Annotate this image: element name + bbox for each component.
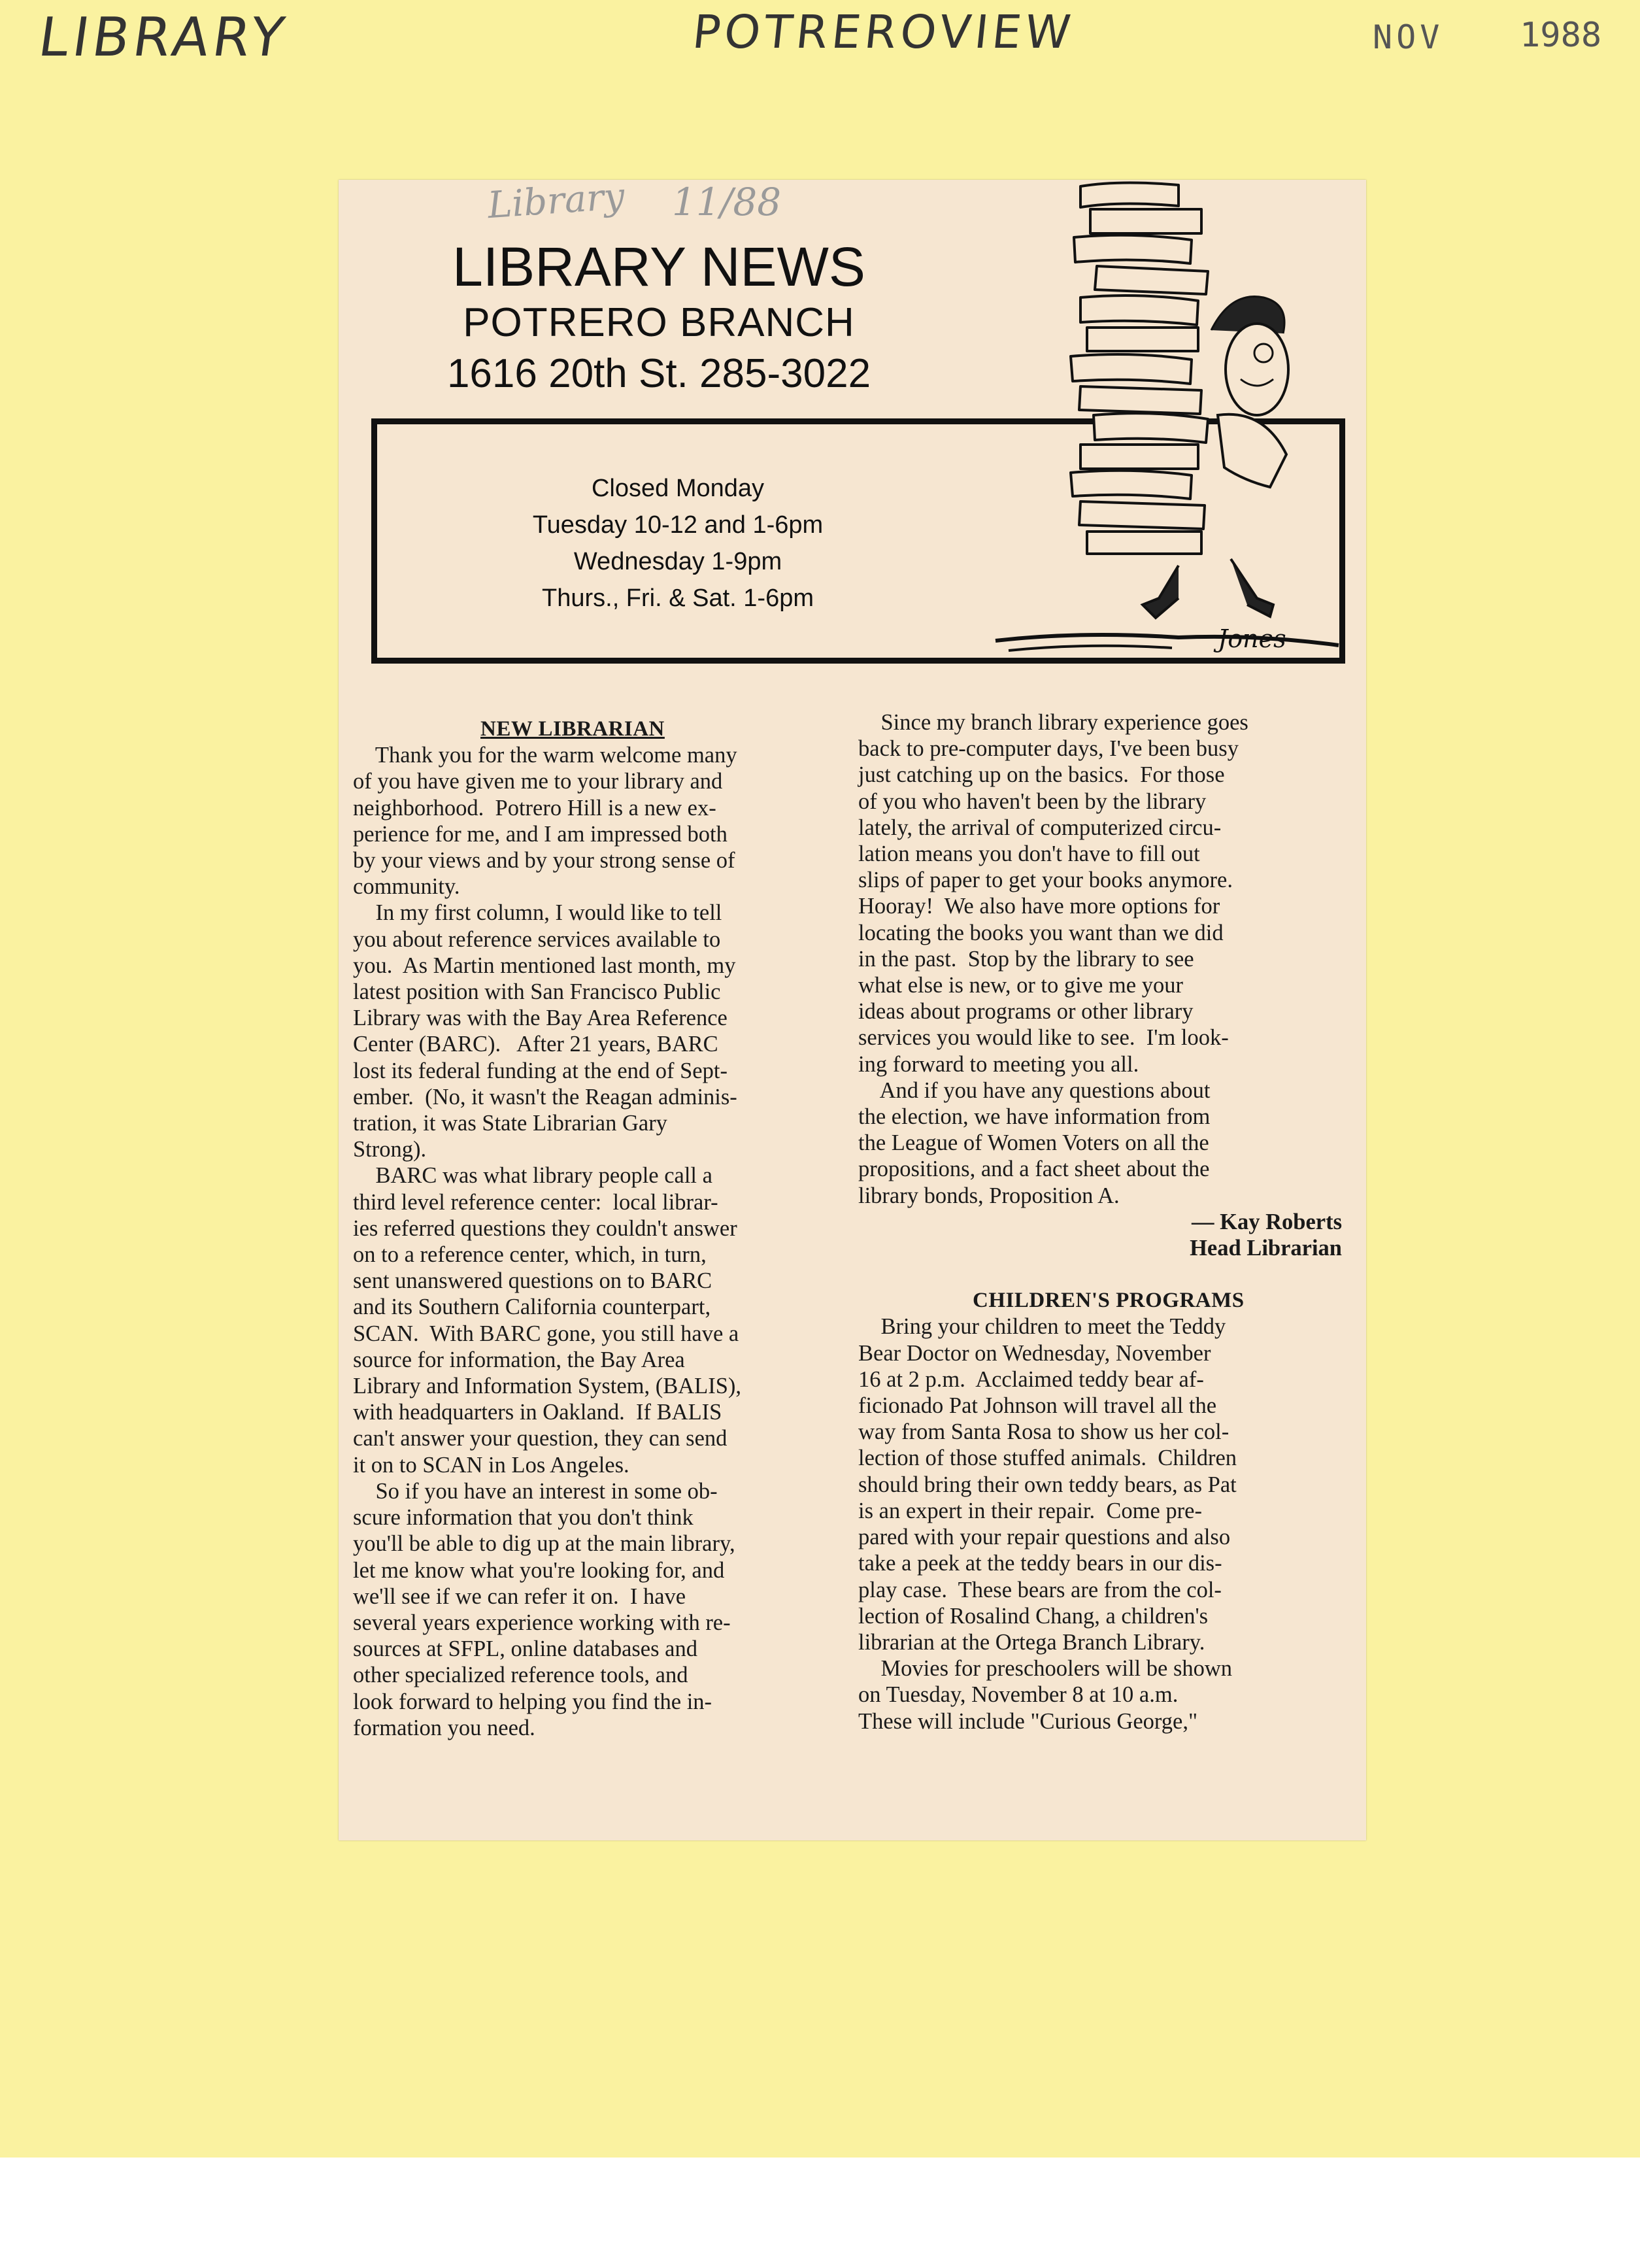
text-line: source for information, the Bay Area [353, 1347, 685, 1372]
text-line: should bring their own teddy bears, as Pat [858, 1472, 1237, 1497]
text-line: on Tuesday, November 8 at 10 a.m. [858, 1682, 1179, 1708]
masthead-branch: POTRERO BRANCH [463, 300, 855, 345]
text-line: librarian at the Ortega Branch Library. [858, 1629, 1205, 1655]
text-line: with headquarters in Oakland. If BALIS [353, 1400, 722, 1425]
hours-line: Wednesday 1-9pm [573, 548, 782, 575]
text-line: by your views and by your strong sense of [353, 848, 735, 873]
text-line: of you have given me to your library and [353, 769, 723, 794]
text-line: SCAN. With BARC gone, you still have a [353, 1321, 739, 1346]
signature-name: — Kay Roberts [1192, 1209, 1342, 1234]
text-line: take a peek at the teddy bears in our dis- [858, 1551, 1222, 1576]
stamp-month: NOV [1373, 18, 1444, 56]
text-line: other specialized reference tools, and [353, 1663, 688, 1688]
text-line: Since my branch library experience goes [858, 710, 1248, 735]
text-line: what else is new, or to give me your [858, 973, 1183, 998]
text-line: let me know what you're looking for, and [353, 1557, 725, 1583]
masthead-title: LIBRARY NEWS [452, 236, 865, 297]
left-column [353, 716, 837, 1741]
text-line: lation means you don't have to fill out [858, 841, 1200, 867]
text-line: Strong). [353, 1137, 427, 1162]
text-line: latest position with San Francisco Public [353, 979, 721, 1005]
text-line: scure information that you don't think [353, 1505, 694, 1531]
text-line: lection of those stuffed animals. Children [858, 1446, 1237, 1471]
text-line: formation you need. [353, 1715, 535, 1740]
text-line: several years experience working with re- [353, 1610, 731, 1635]
hours-line: Closed Monday [591, 475, 765, 502]
text-line: you about reference services available to [353, 926, 721, 952]
text-line: you. As Martin mentioned last month, my [353, 953, 736, 978]
text-line: back to pre-computer days, I've been busy [858, 736, 1239, 762]
text-line: lost its federal funding at the end of Sept- [353, 1058, 728, 1083]
text-line: is an expert in their repair. Come pre- [858, 1498, 1202, 1523]
handwritten-publication-label: POTREROVIEW [690, 5, 1077, 59]
text-line: And if you have any questions about [858, 1077, 1211, 1103]
text-line: services you would like to see. I'm look- [858, 1025, 1229, 1051]
text-line: ember. (No, it wasn't the Reagan adminis- [353, 1084, 737, 1109]
text-line: perience for me, and I am impressed both [353, 821, 728, 847]
text-line: slips of paper to get your books anymore. [858, 868, 1233, 893]
text-line: community. [353, 874, 460, 900]
text-line: in the past. Stop by the library to see [858, 946, 1194, 972]
hours-list [377, 470, 979, 617]
hours-line: Thurs., Fri. & Sat. 1-6pm [542, 584, 814, 612]
text-line: Movies for preschoolers will be shown [858, 1656, 1233, 1682]
text-line: ies referred questions they couldn't answer [353, 1215, 737, 1241]
text-line: you'll be able to dig up at the main library, [353, 1531, 735, 1557]
text-line: sent unanswered questions on to BARC [353, 1268, 712, 1294]
hours-line: Tuesday 10-12 and 1-6pm [532, 511, 824, 539]
text-line: propositions, and a fact sheet about the [858, 1157, 1210, 1182]
text-line: These will include "Curious George," [858, 1708, 1198, 1734]
text-line: ideas about programs or other library [858, 999, 1194, 1024]
handwritten-library-label: LIBRARY [35, 7, 292, 69]
text-line: can't answer your question, they can send [353, 1426, 728, 1451]
pencil-note: Library [486, 175, 626, 228]
text-line: the League of Women Voters on all the [858, 1130, 1209, 1156]
text-line: Center (BARC). After 21 years, BARC [353, 1032, 718, 1057]
text-line: 16 at 2 p.m. Acclaimed teddy bear af- [858, 1366, 1204, 1392]
heading-new-librarian: NEW LIBRARIAN [480, 717, 665, 741]
text-line: Bear Doctor on Wednesday, November [858, 1340, 1211, 1366]
text-line: lately, the arrival of computerized circu- [858, 815, 1222, 840]
stamp-year: 1988 [1520, 16, 1602, 55]
left-column-body [353, 742, 837, 1741]
text-line: ficionado Pat Johnson will travel all the [858, 1393, 1217, 1419]
pencil-date: 11/88 [672, 180, 782, 224]
text-line: play case. These bears are from the col- [858, 1577, 1222, 1602]
text-line: neighborhood. Potrero Hill is a new ex- [353, 795, 716, 821]
text-line: on to a reference center, which, in turn, [353, 1242, 707, 1268]
heading-childrens-programs: CHILDREN'S PROGRAMS [973, 1289, 1245, 1313]
text-line: and its Southern California counterpart, [353, 1295, 711, 1320]
book-stack-cartoon [982, 180, 1355, 677]
right-column-body-top [858, 709, 1355, 1209]
text-line: it on to SCAN in Los Angeles. [353, 1452, 629, 1478]
text-line: third level reference center: local librar- [353, 1189, 718, 1215]
text-line: ing forward to meeting you all. [858, 1051, 1139, 1077]
text-line: sources at SFPL, online databases and [353, 1636, 697, 1662]
masthead-address: 1616 20th St. 285-3022 [446, 351, 871, 396]
text-line: tration, it was State Librarian Gary [353, 1111, 667, 1136]
right-column [858, 709, 1355, 1735]
newspaper-clipping [339, 175, 1366, 1840]
text-line: Hooray! We also have more options for [858, 894, 1220, 919]
text-line: Library was with the Bay Area Reference [353, 1006, 728, 1031]
text-line: BARC was what library people call a [353, 1163, 712, 1189]
text-line: way from Santa Rosa to show us her col- [858, 1419, 1230, 1445]
signature-title: Head Librarian [1190, 1236, 1342, 1261]
text-line: just catching up on the basics. For those [858, 762, 1225, 788]
text-line: Bring your children to meet the Teddy [858, 1314, 1226, 1340]
text-line: In my first column, I would like to tell [353, 900, 722, 926]
text-line: Thank you for the warm welcome many [353, 743, 737, 768]
text-line: locating the books you want than we did [858, 920, 1224, 945]
text-line: Library and Information System, (BALIS), [353, 1374, 742, 1399]
text-line: the election, we have information from [858, 1104, 1211, 1130]
text-line: of you who haven't been by the library [858, 788, 1207, 814]
right-column-body-bottom [858, 1313, 1355, 1734]
text-line: So if you have an interest in some ob- [353, 1478, 718, 1504]
masthead [371, 235, 946, 400]
artist-signature: Jones [1218, 624, 1286, 653]
text-line: library bonds, Proposition A. [858, 1183, 1120, 1208]
text-line: we'll see if we can refer it on. I have [353, 1583, 686, 1609]
text-line: pared with your repair questions and also [858, 1525, 1231, 1550]
text-line: lection of Rosalind Chang, a children's [858, 1603, 1209, 1629]
text-line: look forward to helping you find the in- [353, 1689, 712, 1714]
